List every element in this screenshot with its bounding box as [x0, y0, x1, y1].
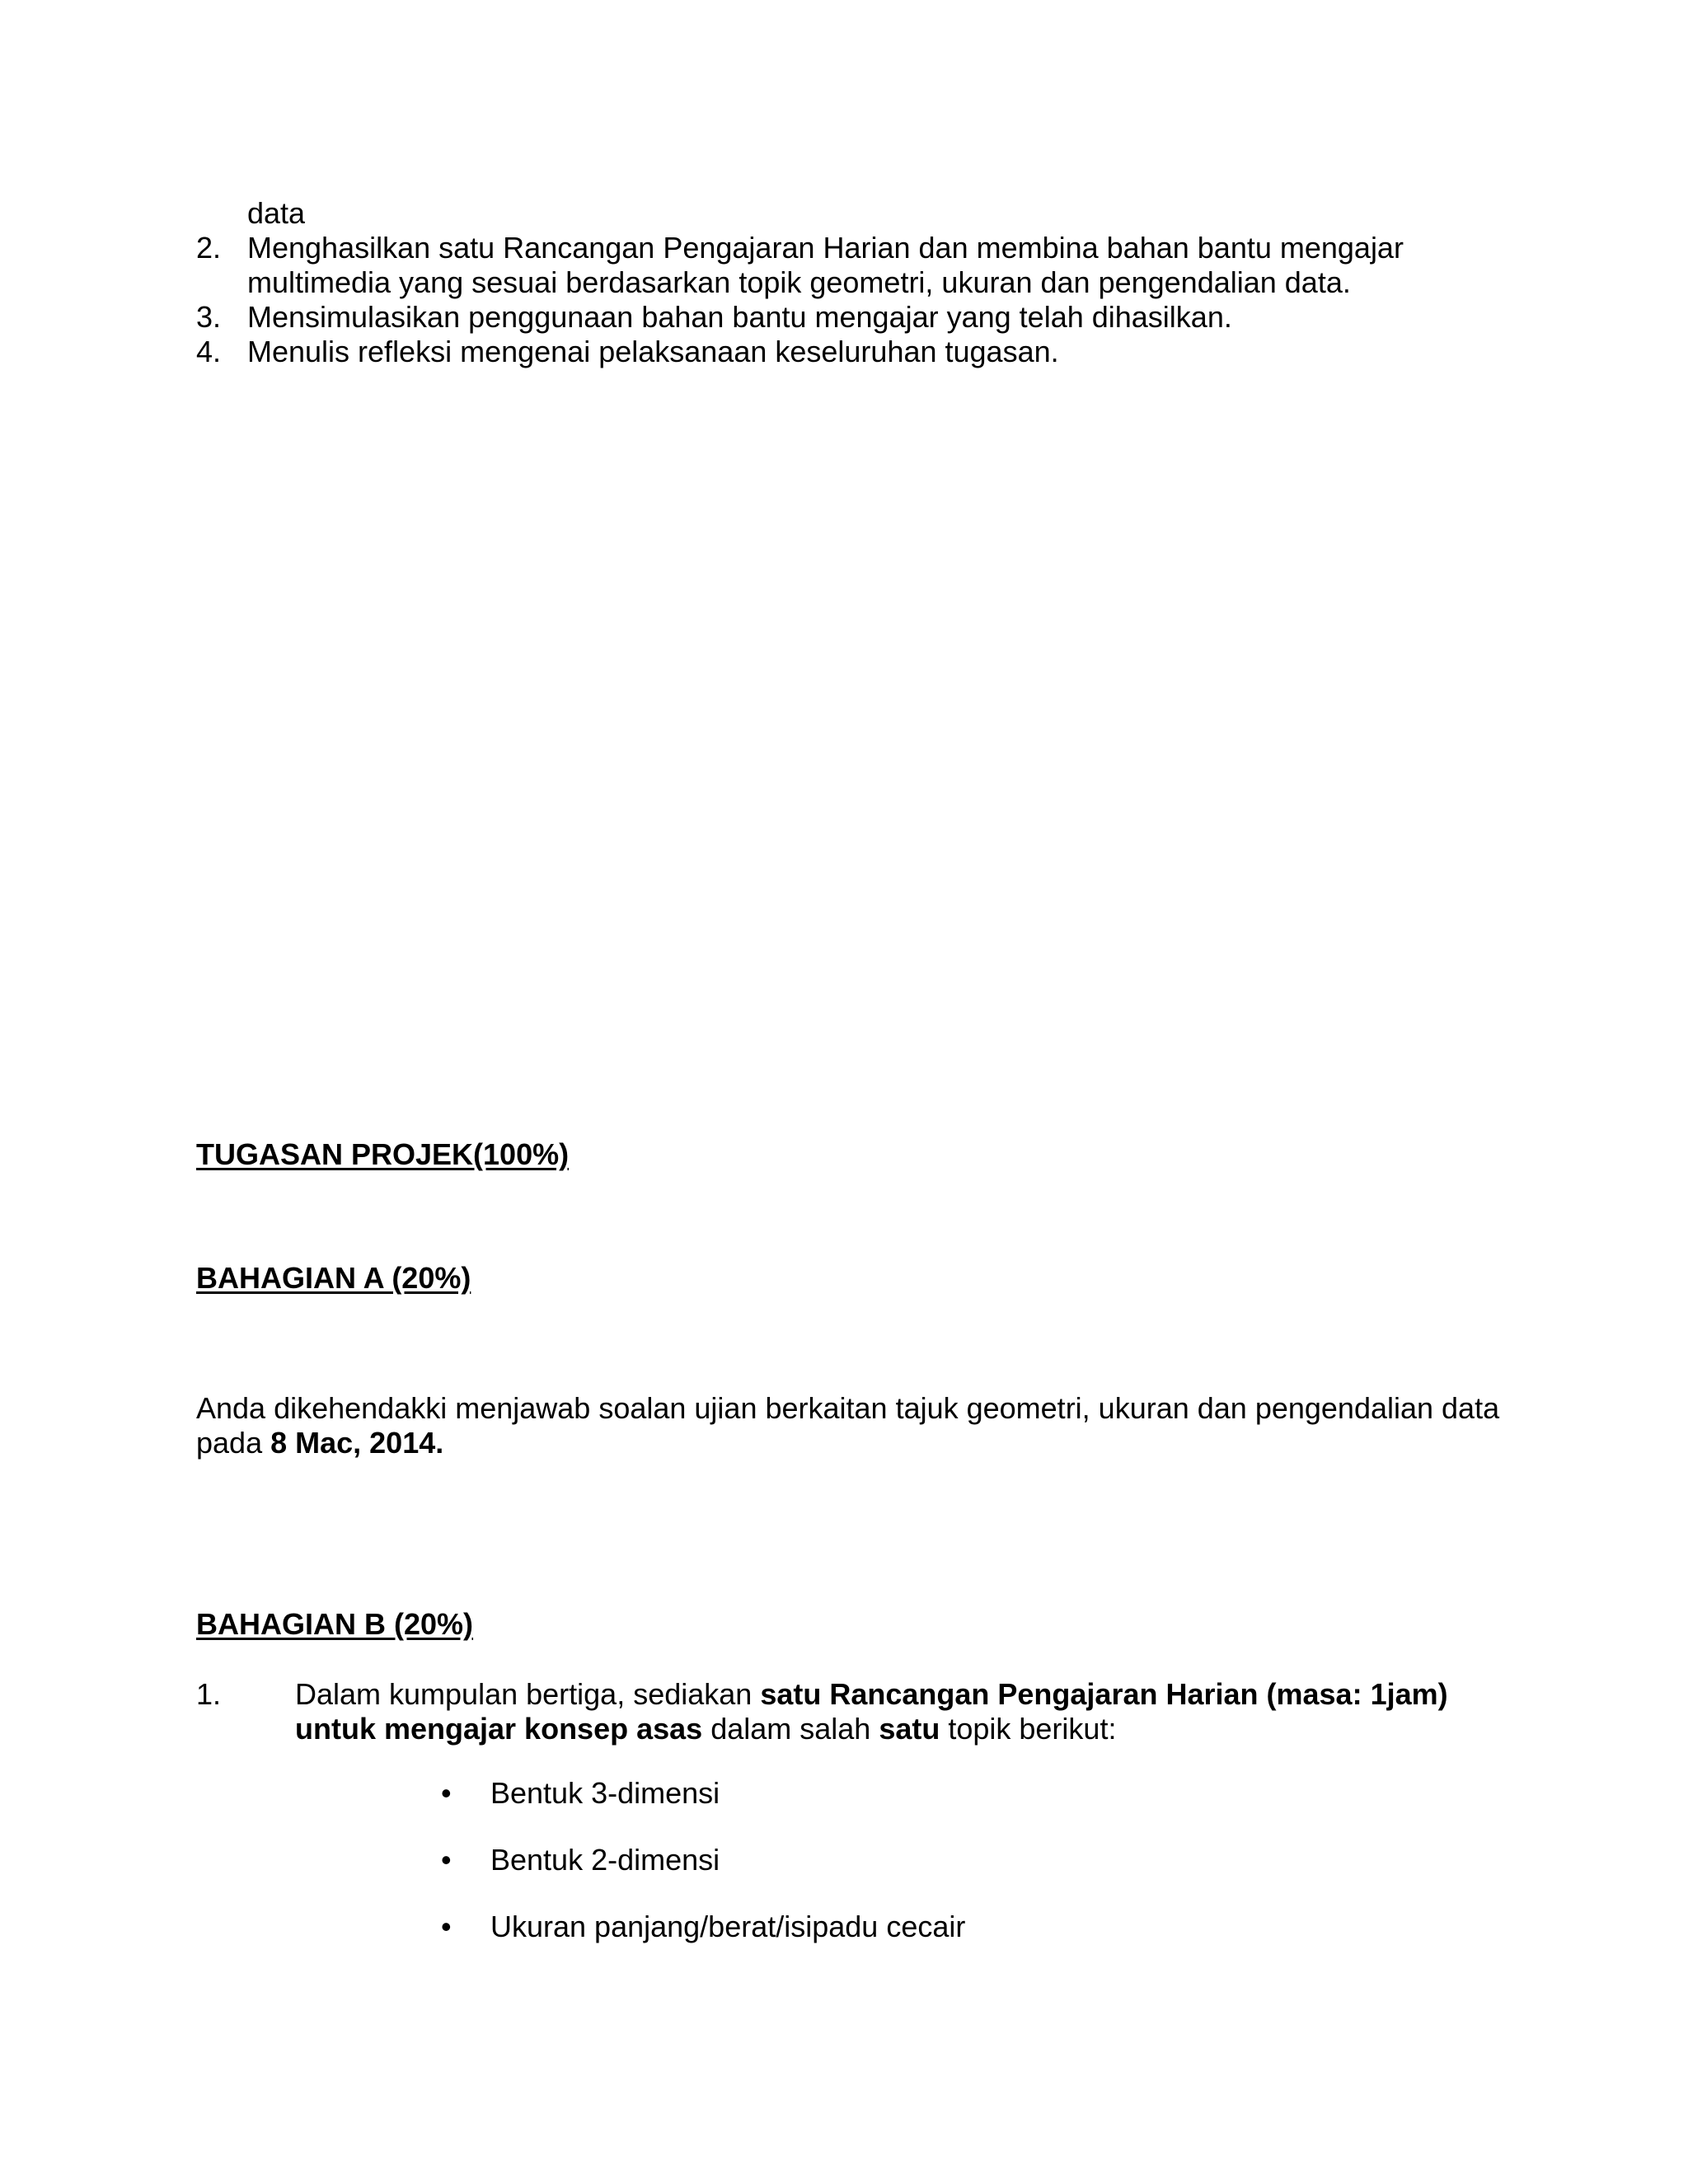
topic-text: Bentuk 3-dimensi	[490, 1776, 720, 1810]
question-number: 1.	[196, 1677, 222, 1711]
bullet-icon: •	[441, 1910, 452, 1943]
objective-number: 3.	[196, 300, 222, 334]
bullet-icon: •	[441, 1776, 452, 1810]
bahagian-b-heading: BAHAGIAN B (20%)	[196, 1607, 474, 1641]
topic-bullet-list	[441, 1776, 1183, 1974]
objective-number: 2.	[196, 231, 222, 265]
objectives-list	[196, 196, 1515, 369]
question-text	[295, 1677, 1515, 1746]
question-1	[196, 1677, 1515, 1746]
bahagian-a-heading: BAHAGIAN A (20%)	[196, 1261, 471, 1295]
question-text-bold: satu	[879, 1712, 940, 1746]
objective-continuation: data	[247, 196, 306, 230]
objective-item	[196, 231, 1515, 300]
bahagian-a-date: 8 Mac, 2014.	[270, 1426, 444, 1460]
bullet-icon: •	[441, 1843, 452, 1877]
question-text-part: Dalam kumpulan bertiga, sediakan	[295, 1677, 761, 1711]
topic-bullet-item	[441, 1776, 720, 1811]
question-text-bold: satu Rancangan Pengajaran Harian (masa: 1jam) untuk mengajar konsep asas	[295, 1677, 1448, 1746]
topic-bullet-item	[441, 1910, 965, 1944]
objective-item	[196, 300, 1515, 335]
question-text-part: dalam salah	[702, 1712, 879, 1746]
question-text-part: topik berikut:	[940, 1712, 1117, 1746]
objective-text: Mensimulasikan penggunaan bahan bantu mengajar yang telah dihasilkan.	[247, 300, 1232, 334]
objective-text: Menulis refleksi mengenai pelaksanaan keseluruhan tugasan.	[247, 335, 1059, 368]
objective-number: 4.	[196, 335, 222, 368]
topic-text: Bentuk 2-dimensi	[490, 1843, 720, 1877]
objective-text: Menghasilkan satu Rancangan Pengajaran Harian dan membina bahan bantu mengajar multimedia yang sesuai berdasarkan topik geometri, ukuran dan pengendalian data.	[247, 231, 1404, 299]
tugasan-projek-heading: TUGASAN PROJEK(100%)	[196, 1137, 570, 1171]
bahagian-a-text: Anda dikehendakki menjawab soalan ujian berkaitan tajuk geometri, ukuran dan pengendalian data pada	[196, 1391, 1500, 1460]
topic-text: Ukuran panjang/berat/isipadu cecair	[490, 1910, 966, 1943]
topic-bullet-item	[441, 1843, 720, 1877]
bahagian-a-paragraph	[196, 1391, 1515, 1460]
objective-item	[196, 335, 1515, 369]
